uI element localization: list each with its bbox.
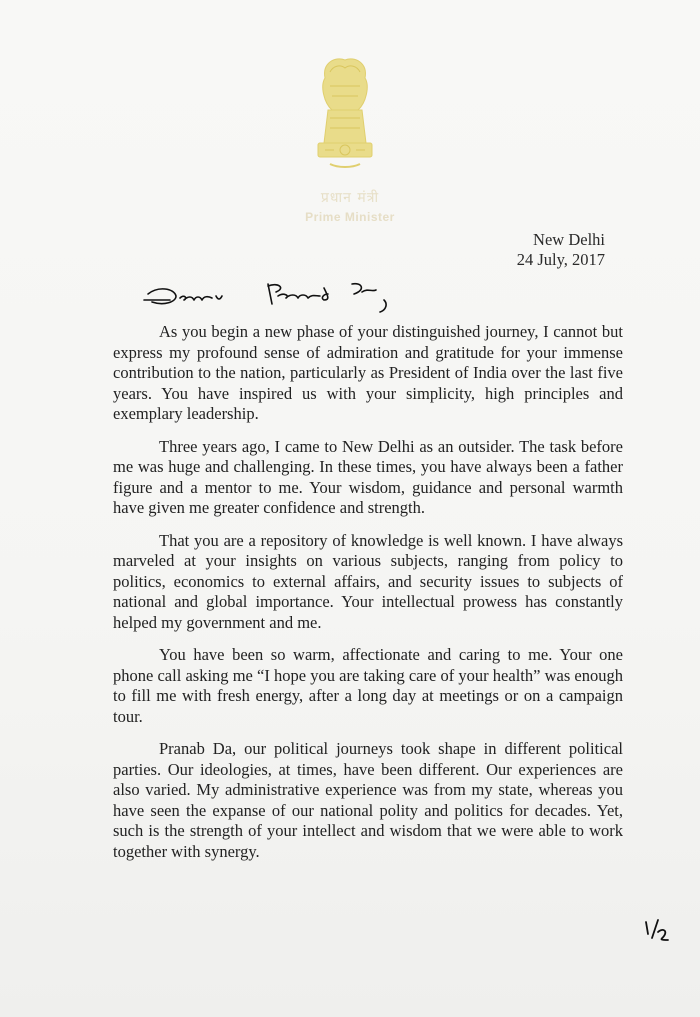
place-date-block bbox=[517, 230, 605, 270]
handwritten-salutation bbox=[140, 274, 400, 314]
letter-body bbox=[113, 322, 623, 874]
date-text: 24 July, 2017 bbox=[516, 250, 605, 269]
letter-paragraph: Pranab Da, our political journeys took shape in different political parties. Our ideologies, at times, have been different. Our experiences are also varied. My administrative experience was from my state, whereas you have seen the expanse of our national polity and politics for decades. Yet, such is the strength of your intellect and wisdom that we were able to work together with synergy. bbox=[113, 739, 623, 861]
place-text: New Delhi bbox=[533, 230, 605, 249]
handwritten-page-number bbox=[642, 918, 672, 944]
office-title-hindi: प्रधान मंत्री bbox=[320, 190, 380, 206]
office-title-english: Prime Minister bbox=[305, 210, 395, 224]
letter-paragraph: That you are a repository of knowledge is well known. I have always marveled at your insights on various subjects, ranging from policy to politics, economics to external affairs, and security issues to subjects of national and global importance. Your intellectual prowess has constantly helped my government and me. bbox=[113, 530, 623, 632]
letter-paragraph: You have been so warm, affectionate and caring to me. Your one phone call asking me “I hope you are taking care of your health” was enough to fill me with fresh energy, after a long day at meetings or on a campaign tour. bbox=[113, 645, 623, 726]
letter-paragraph: As you begin a new phase of your distinguished journey, I cannot but express my profound sense of admiration and gratitude for your immense contribution to the nation, particularly as President of India over the last five years. You have inspired us with your simplicity, high principles and exemplary leadership. bbox=[113, 322, 623, 423]
letter-paragraph: Three years ago, I came to New Delhi as an outsider. The task before me was huge and challenging. In these times, you have always been a father figure and a mentor to me. Your wisdom, guidance and personal warmth have given me greater confidence and strength. bbox=[113, 436, 623, 517]
state-emblem-icon bbox=[300, 48, 390, 208]
